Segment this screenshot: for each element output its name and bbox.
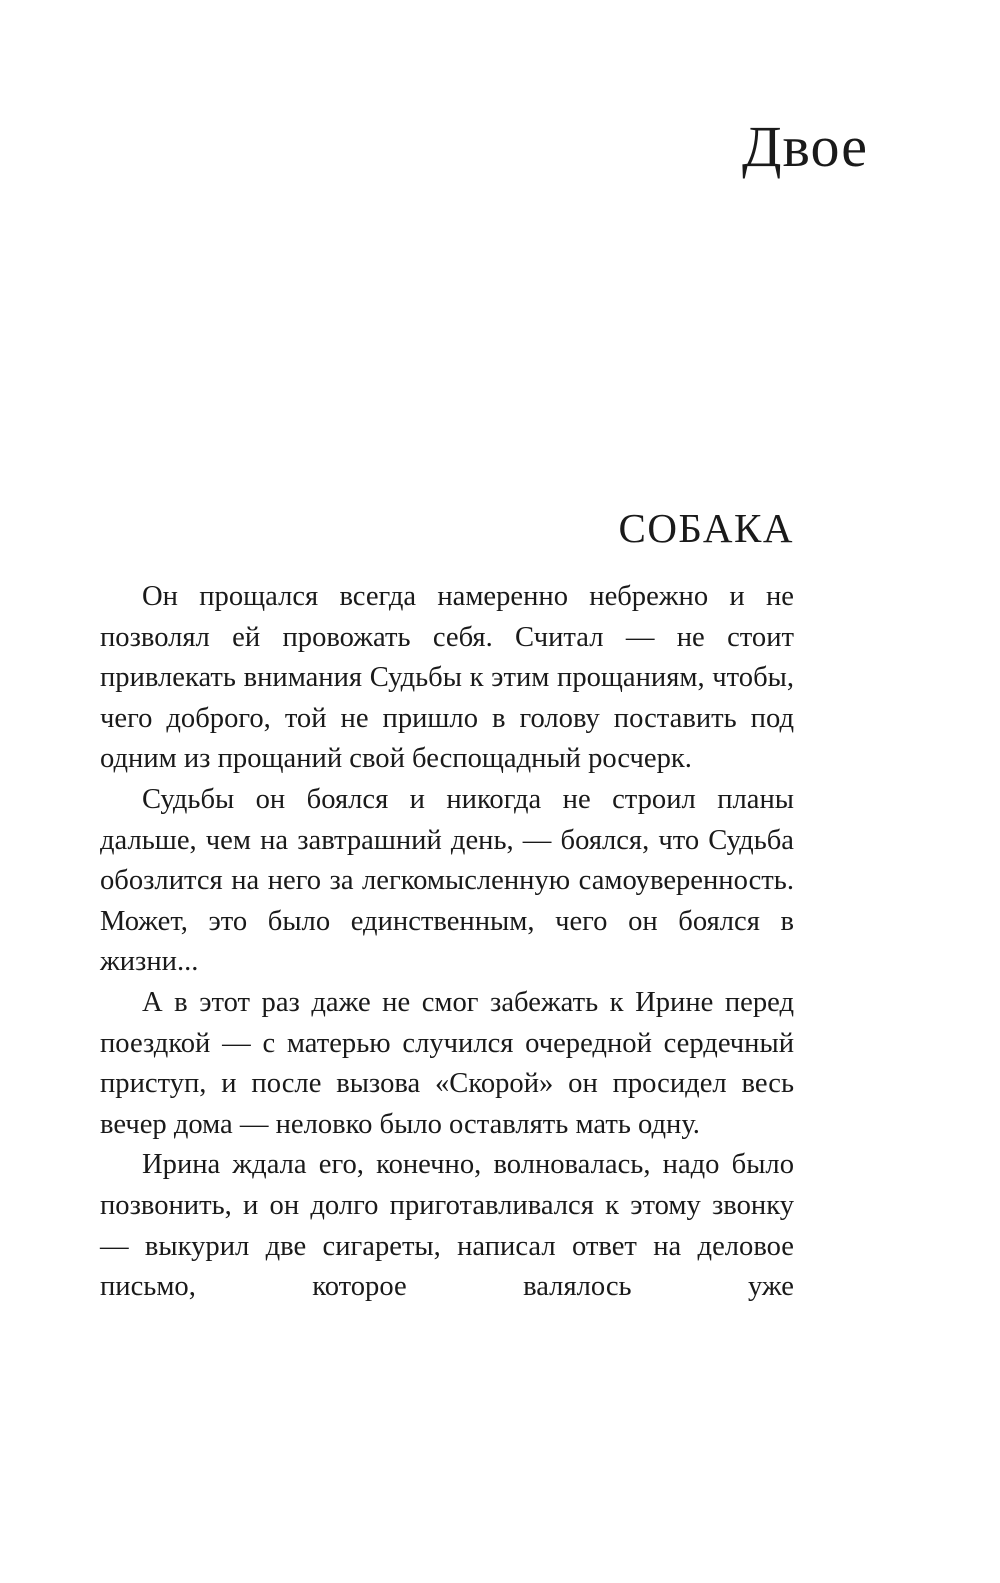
part-title: Двое [741,114,868,179]
paragraph-2: Судьбы он боялся и никогда не строил планы дальше, чем на завтрашний день, — боялся, что Судьба обозлится на него за легкомысленную самоуверенность. Может, это было единственным, чего он боялся в жизни... [100,783,794,978]
chapter-title: СОБАКА [618,505,794,551]
chapter-text [100,577,794,1308]
paragraph-1: Он прощался всегда намеренно небрежно и не позволял ей провожать себя. Считал — не стоит привлекать внимания Судьбы к этим прощаниям, чтобы, чего доброго, той не пришло в голову поставить под одним из прощаний свой беспощадный росчерк. [100,581,794,775]
paragraph-4: Ирина ждала его, конечно, волновалась, надо было позвонить, и он долго приготавливался к этому звонку — выкурил две сигареты, написал ответ на деловое письмо, которое валялось уже [100,1149,794,1303]
paragraph-3: А в этот раз даже не смог забежать к Ирине перед поездкой — с матерью случился очередной сердечный приступ, и после вызова «Скорой» он просидел весь вечер дома — неловко было оставлять мать одну. [100,986,794,1140]
